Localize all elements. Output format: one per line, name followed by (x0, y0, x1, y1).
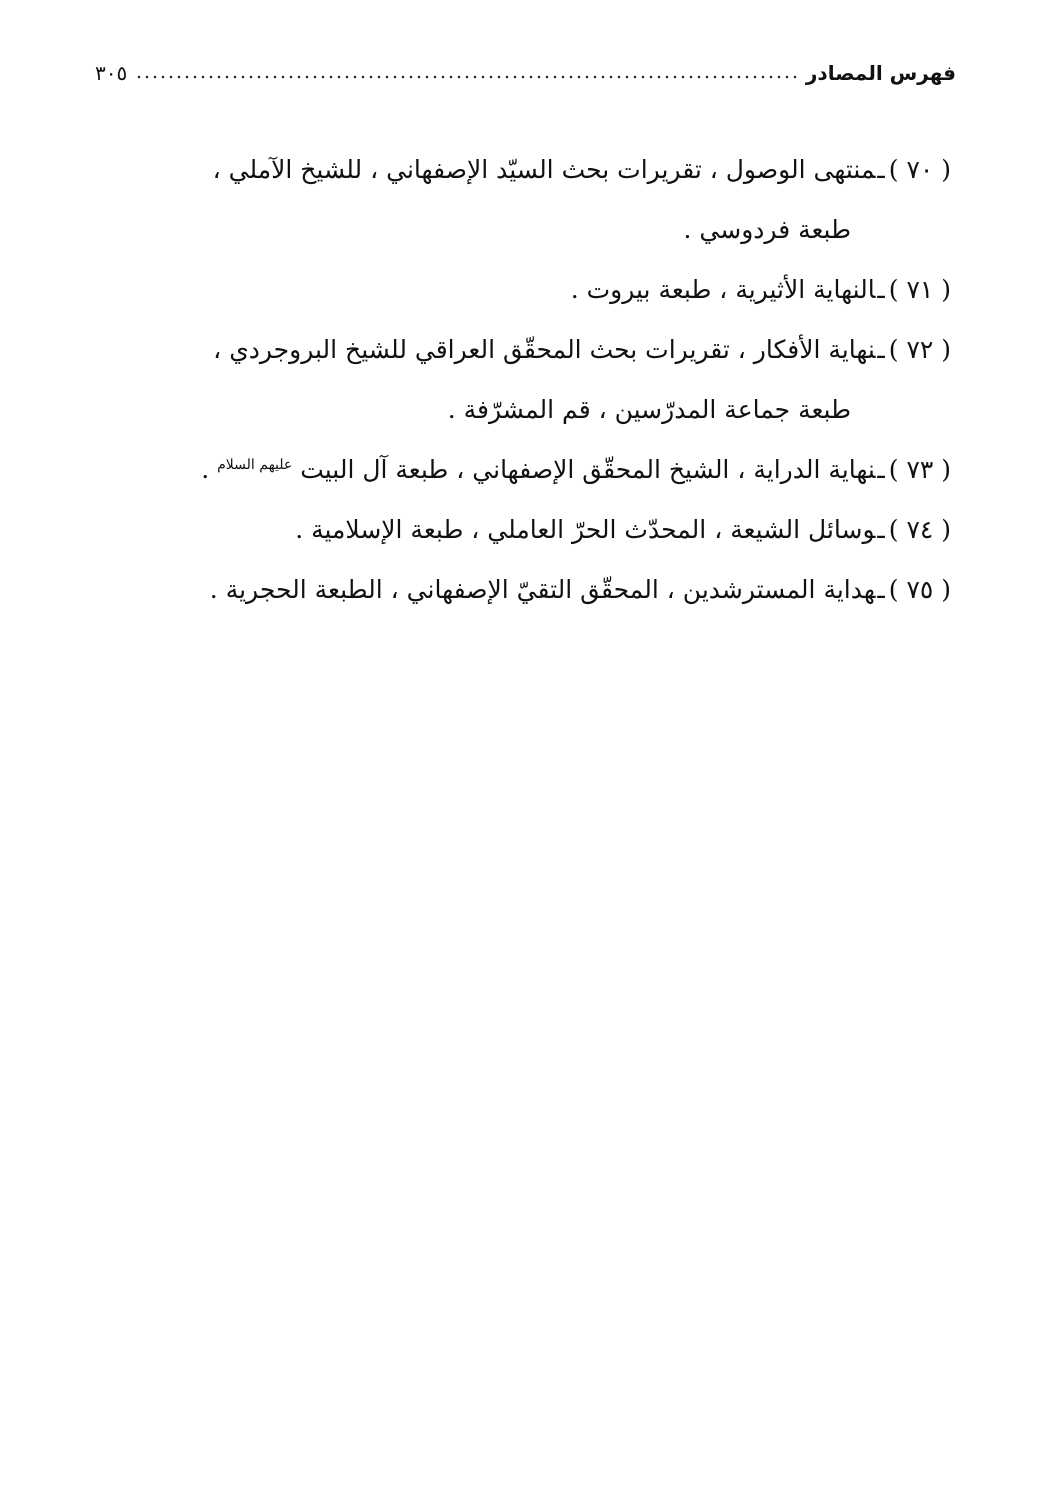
dot-leader (135, 75, 798, 79)
bibliography-entry-70: ( ٧٠ )ـمنتهى الوصول ، تقريرات بحث السيّد الإصفهاني ، للشيخ الآملي ، طبعة فردوسي . (150, 140, 951, 260)
entry-number: ( ٧٣ ) (888, 455, 951, 484)
bibliography-entry-74: ( ٧٤ )ـوسائل الشيعة ، المحدّث الحرّ العاملي ، طبعة الإسلامية . (150, 500, 951, 560)
honorific-mark: عليهم السلام (217, 456, 293, 473)
entry-text: منتهى الوصول ، تقريرات بحث السيّد الإصفهاني ، للشيخ الآملي ، (212, 155, 876, 184)
bibliography-entry-73: ( ٧٣ )ـنهاية الدراية ، الشيخ المحقّق الإصفهاني ، طبعة آل البيت عليهم السلام . (150, 440, 951, 500)
header-title: فهرس المصادر (805, 61, 956, 85)
entry-text: النهاية الأثيرية ، طبعة بيروت . (570, 275, 876, 304)
entry-text-continuation: طبعة جماعة المدرّسين ، قم المشرّفة . (447, 395, 851, 424)
entry-end-mark: . (201, 455, 210, 484)
entry-number: ( ٧٠ ) (888, 155, 951, 184)
entry-text: نهاية الدراية ، الشيخ المحقّق الإصفهاني ، طبعة آل البيت (300, 455, 876, 484)
entry-text: نهاية الأفكار ، تقريرات بحث المحقّق العراقي للشيخ البروجردي ، (213, 335, 876, 364)
entry-text: هداية المسترشدين ، المحقّق التقيّ الإصفهاني ، الطبعة الحجرية . (209, 575, 876, 604)
bibliography-entry-72: ( ٧٢ )ـنهاية الأفكار ، تقريرات بحث المحقّق العراقي للشيخ البروجردي ، طبعة جماعة المدرّسين ، قم المشرّفة . (150, 320, 951, 440)
page-number: ٣٠٥ (95, 61, 128, 85)
entry-number: ( ٧٢ ) (888, 335, 951, 364)
entry-number: ( ٧١ ) (888, 275, 951, 304)
bibliography-list (150, 140, 951, 620)
entry-text-continuation: طبعة فردوسي . (683, 215, 851, 244)
entry-text: وسائل الشيعة ، المحدّث الحرّ العاملي ، طبعة الإسلامية . (295, 515, 876, 544)
entry-number: ( ٧٤ ) (888, 515, 951, 544)
bibliography-entry-71: ( ٧١ )ـالنهاية الأثيرية ، طبعة بيروت . (150, 260, 951, 320)
running-header (95, 56, 956, 90)
entry-number: ( ٧٥ ) (888, 575, 951, 604)
bibliography-entry-75: ( ٧٥ )ـهداية المسترشدين ، المحقّق التقيّ الإصفهاني ، الطبعة الحجرية . (150, 560, 951, 620)
